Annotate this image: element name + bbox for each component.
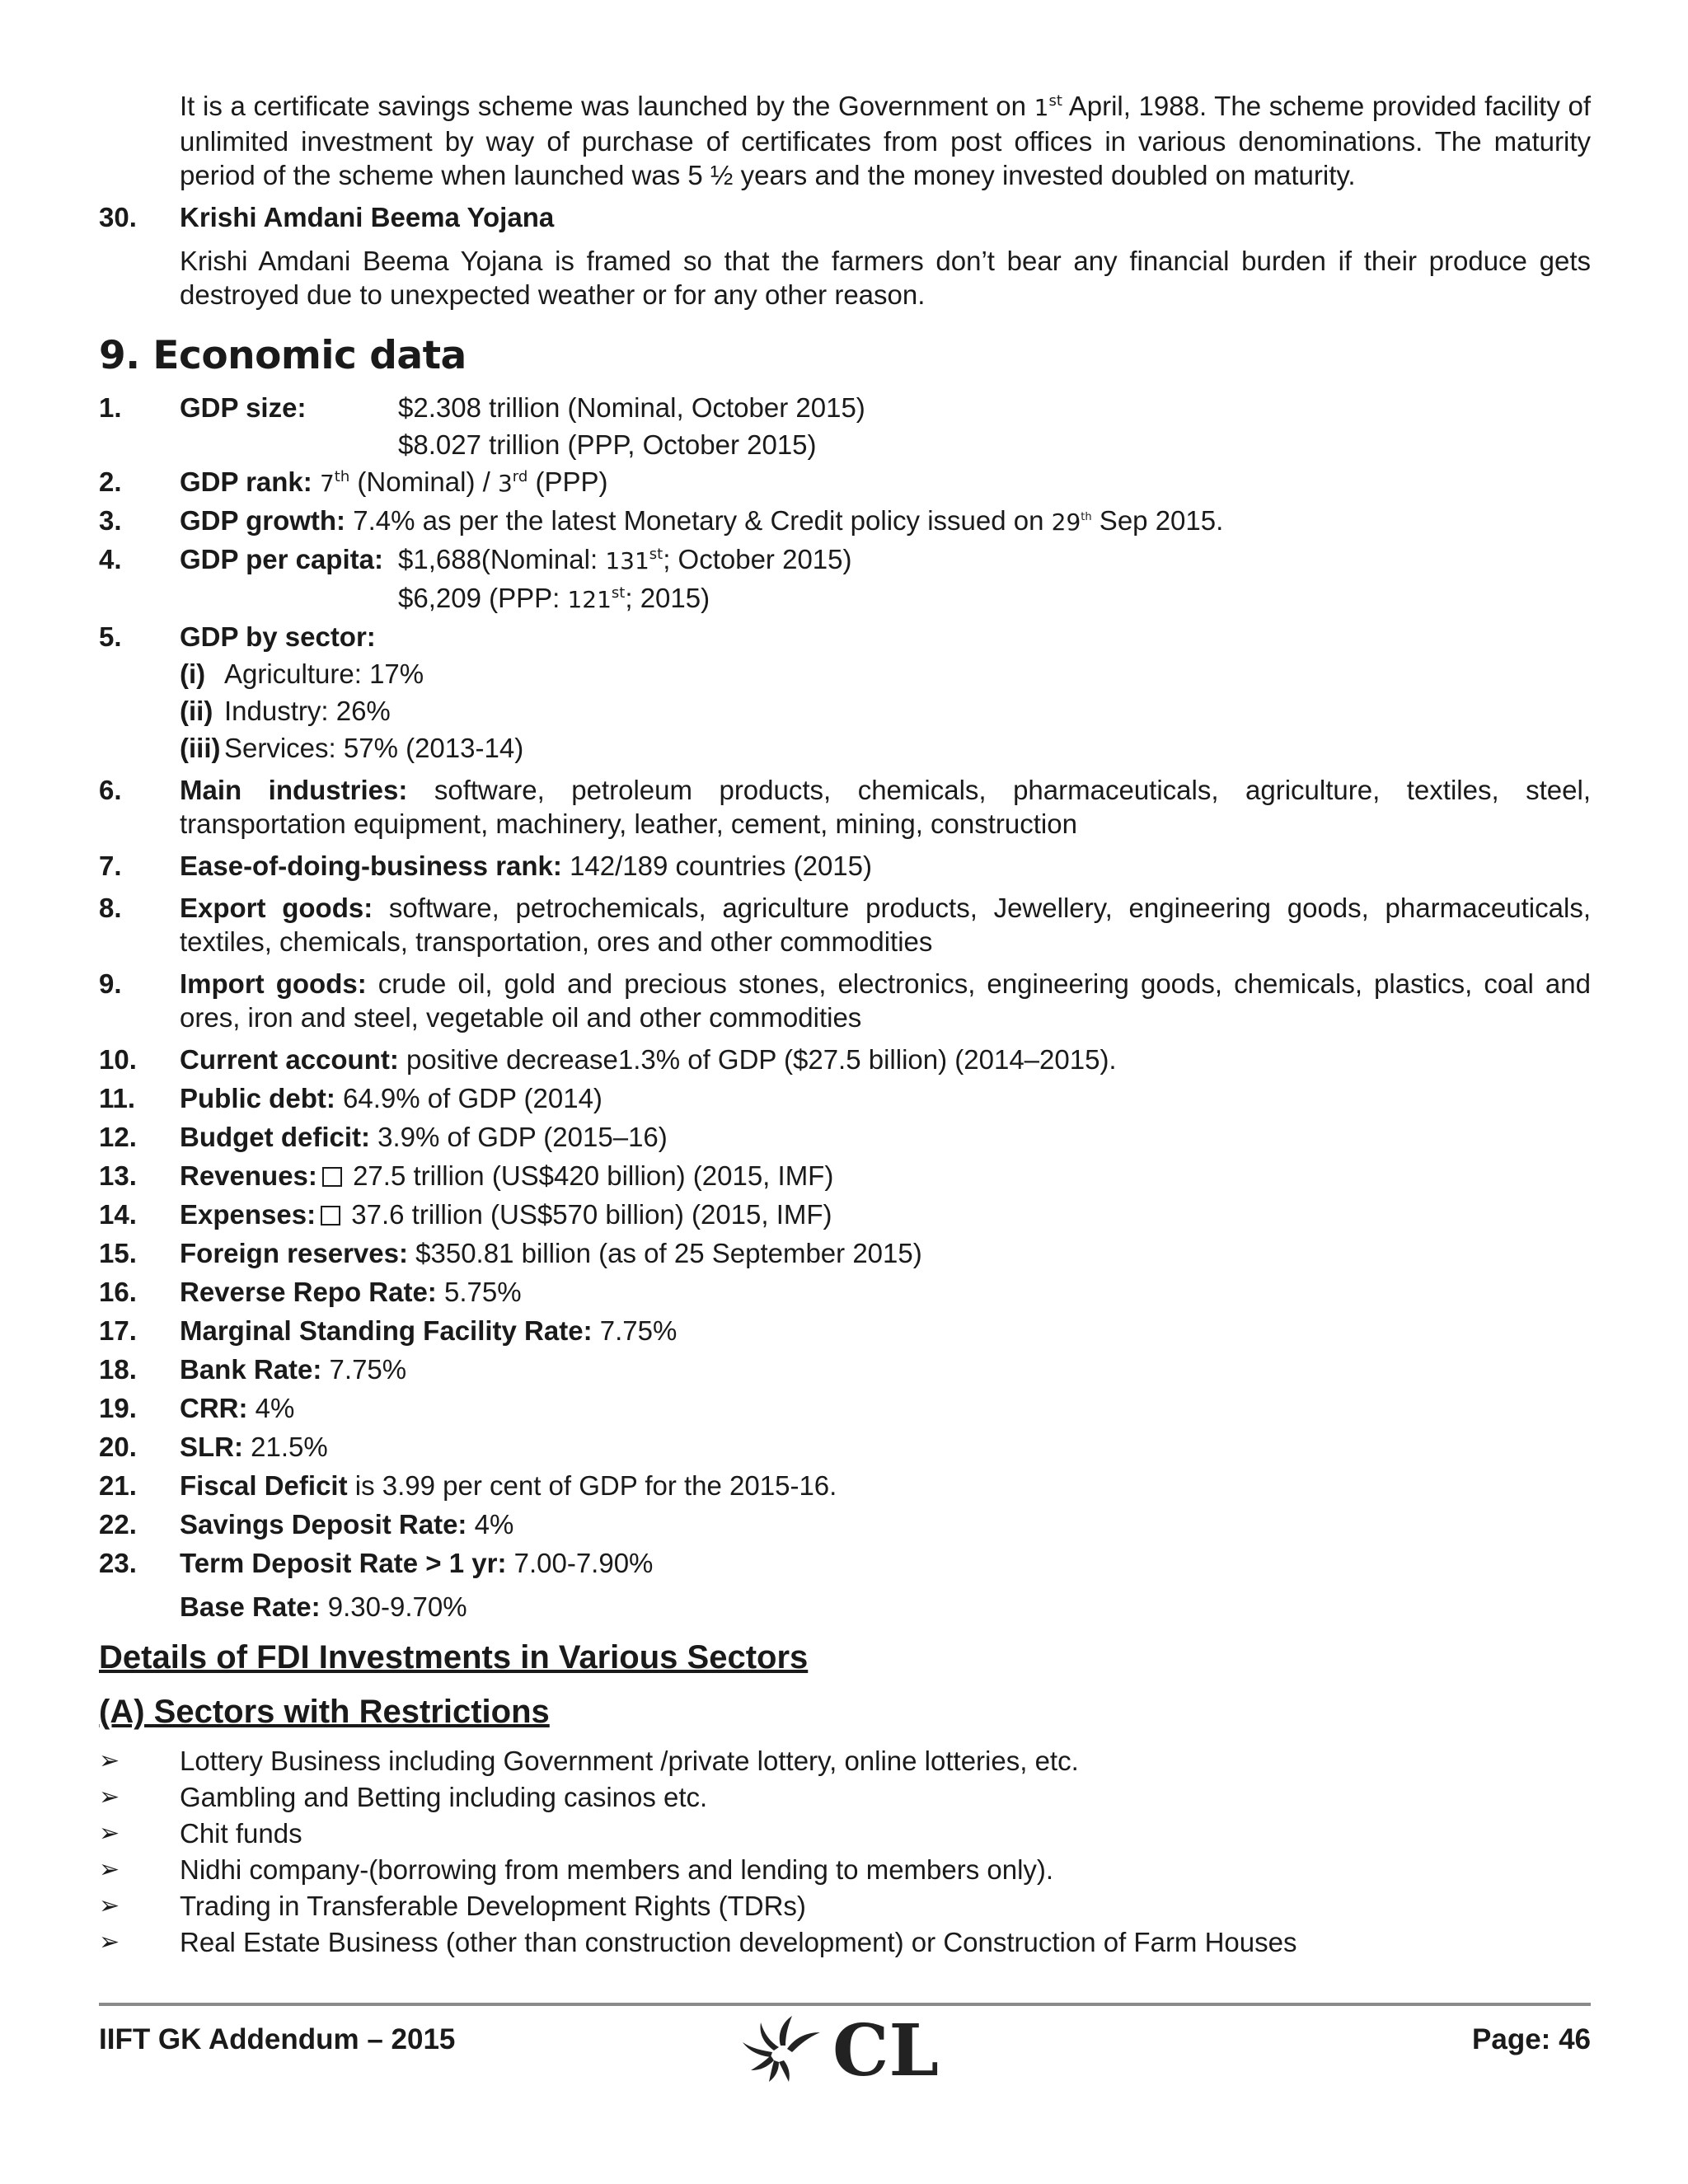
arrow-bullet-icon: ➢	[99, 1783, 120, 1811]
item-value: software, petroleum products, chemicals, pharmaceuticals, agriculture, textiles, steel, transportation equipment, machinery, leather, cement, mining, construction	[180, 775, 1591, 839]
intro-paragraph	[180, 89, 1591, 192]
item-number: 7.	[99, 851, 122, 881]
list-item	[99, 1853, 1591, 1886]
item-label: Fiscal Deficit	[180, 1470, 348, 1501]
item-value: (PPP)	[528, 466, 608, 497]
item-value: ; 2015)	[625, 583, 710, 613]
item-label: Export goods:	[180, 893, 373, 923]
item-label: Public debt:	[180, 1083, 335, 1113]
item-value: 7.75%	[321, 1354, 407, 1385]
item-value: 7.4% as per the latest Monetary & Credit policy issued on	[345, 505, 1052, 536]
item-number: 6.	[99, 775, 122, 805]
item-number: 18.	[99, 1354, 137, 1385]
list-item-text: Nidhi company-(borrowing from members and lending to members only).	[180, 1854, 1054, 1885]
restriction-list	[99, 1744, 1591, 1959]
rank-suffix: rd	[512, 468, 528, 485]
item-value: 21.5%	[243, 1432, 328, 1462]
list-item-8	[99, 891, 1591, 958]
item-label: Bank Rate:	[180, 1354, 322, 1385]
missing-rupee-glyph-icon	[322, 1167, 342, 1187]
item-label: GDP growth:	[180, 505, 346, 536]
rank-value: 3	[497, 470, 513, 497]
item-value: 37.6 trillion (US$570 billion) (2015, IMF)	[344, 1199, 832, 1230]
item-label: Import goods:	[180, 968, 367, 999]
item-value: $350.81 billion (as of 25 September 2015)	[407, 1238, 922, 1268]
list-item-9	[99, 967, 1591, 1034]
sector-number: (i)	[180, 658, 206, 689]
item-number: 8.	[99, 893, 122, 923]
list-item-22	[99, 1507, 1591, 1541]
list-item-text: Real Estate Business (other than construction development) or Construction of Farm Houses	[180, 1927, 1297, 1957]
list-item-text: Chit funds	[180, 1818, 302, 1849]
list-item	[99, 1925, 1591, 1959]
item-label: Expenses:	[180, 1199, 316, 1230]
list-item-30	[99, 200, 1591, 312]
fdi-heading: Details of FDI Investments in Various Sectors	[99, 1639, 809, 1675]
rank-suffix: th	[334, 468, 350, 485]
rank-value: 7	[319, 470, 335, 497]
item-label: Base Rate:	[180, 1591, 321, 1622]
item-label: Savings Deposit Rate:	[180, 1509, 467, 1540]
arrow-bullet-icon: ➢	[99, 1892, 120, 1919]
item-value: positive decrease1.3% of GDP ($27.5 billion) (2014–2015).	[398, 1044, 1117, 1075]
item-number: 5.	[99, 621, 122, 652]
sector-value: Industry: 26%	[224, 696, 391, 726]
intro-text-end: April, 1988. The scheme provided facility of unlimited investment by way of purchase of certificates from post offices in various denominations. The maturity period of the scheme when launched was 5 ½ years and the money invested doubled on maturity.	[180, 91, 1591, 190]
item-value: 4%	[247, 1393, 295, 1423]
item-value: $8.027 trillion (PPP, October 2015)	[398, 429, 817, 460]
list-item-15	[99, 1236, 1591, 1270]
list-item	[99, 1889, 1591, 1923]
list-item-7	[99, 849, 1591, 883]
list-item-10	[99, 1043, 1591, 1076]
item-value: 64.9% of GDP (2014)	[335, 1083, 603, 1113]
list-item-18	[99, 1352, 1591, 1386]
list-item-21	[99, 1469, 1591, 1502]
item-value: 3.9% of GDP (2015–16)	[369, 1122, 668, 1152]
sector-value: Services: 57% (2013-14)	[224, 733, 524, 763]
item-number: 21.	[99, 1470, 137, 1501]
item-value: 142/189 countries (2015)	[561, 851, 872, 881]
item-value: 9.30-9.70%	[320, 1591, 467, 1622]
item-value: Sep 2015.	[1091, 505, 1224, 536]
rank-value: 131	[605, 547, 649, 574]
item-number: 20.	[99, 1432, 137, 1462]
list-item-1	[99, 391, 1591, 462]
item-number: 2.	[99, 466, 122, 497]
section-heading: 9. Economic data	[99, 333, 467, 378]
intro-day-suffix: st	[1048, 92, 1062, 110]
item-value: 7.75%	[592, 1315, 678, 1346]
item-value: ; October 2015)	[663, 544, 852, 574]
item-number: 22.	[99, 1509, 137, 1540]
item-number: 1.	[99, 392, 122, 423]
item-label: Ease-of-doing-business rank:	[180, 851, 562, 881]
footer-divider	[99, 2003, 1591, 2006]
item-value: 4%	[467, 1509, 514, 1540]
item-number: 12.	[99, 1122, 137, 1152]
sector-row	[180, 731, 1591, 765]
item-value: is 3.99 per cent of GDP for the 2015-16.	[347, 1470, 837, 1501]
item-label: Foreign reserves:	[180, 1238, 408, 1268]
item-number: 14.	[99, 1199, 137, 1230]
list-item-4	[99, 542, 1591, 616]
item-number: 15.	[99, 1238, 137, 1268]
item-value: crude oil, gold and precious stones, electronics, engineering goods, chemicals, plastics, coal and ores, iron and steel, vegetable oil and other commodities	[180, 968, 1591, 1033]
item-label: Revenues:	[180, 1160, 317, 1191]
item-value: 5.75%	[436, 1277, 522, 1307]
sector-row	[180, 694, 1591, 728]
item-number: 10.	[99, 1044, 137, 1075]
missing-rupee-glyph-icon	[321, 1206, 340, 1226]
arrow-bullet-icon: ➢	[99, 1929, 120, 1956]
rank-suffix: st	[611, 584, 626, 602]
item-label: GDP rank:	[180, 466, 312, 497]
item-number: 30.	[99, 202, 137, 232]
item-value: $1,688(Nominal:	[398, 544, 606, 574]
sector-number: (ii)	[180, 696, 213, 726]
rank-suffix: st	[649, 546, 663, 563]
page-content	[99, 89, 1591, 1959]
item-label: Term Deposit Rate > 1 yr:	[180, 1548, 507, 1578]
item-number: 4.	[99, 544, 122, 574]
item-number: 3.	[99, 505, 122, 536]
list-item-text: Gambling and Betting including casinos etc.	[180, 1782, 708, 1812]
rank-value: 121	[567, 586, 612, 613]
list-item-12	[99, 1120, 1591, 1154]
item-label: Reverse Repo Rate:	[180, 1277, 437, 1307]
item-label: CRR:	[180, 1393, 248, 1423]
intro-text-start: It is a certificate savings scheme was launched by the Government on	[180, 91, 1034, 121]
list-item-23	[99, 1546, 1591, 1580]
sector-row	[180, 657, 1591, 691]
item-label: GDP per capita:	[180, 544, 383, 574]
list-item-text: Lottery Business including Government /private lottery, online lotteries, etc.	[180, 1746, 1079, 1776]
sector-number: (iii)	[180, 733, 221, 763]
list-item-16	[99, 1275, 1591, 1309]
restrictions-heading: (A) Sectors with Restrictions	[99, 1694, 550, 1730]
base-rate-row	[180, 1590, 1591, 1624]
list-item-17	[99, 1314, 1591, 1347]
item-number: 23.	[99, 1548, 137, 1578]
item-number: 11.	[99, 1083, 136, 1113]
item-value: $6,209 (PPP:	[398, 583, 568, 613]
item-value: 27.5 trillion (US$420 billion) (2015, IMF)	[345, 1160, 834, 1191]
item-value: software, petrochemicals, agriculture products, Jewellery, engineering goods, pharmaceuticals, textiles, chemicals, transportation, ores and other commodities	[180, 893, 1591, 957]
item-number: 16.	[99, 1277, 137, 1307]
item-label: Main industries:	[180, 775, 408, 805]
list-item-20	[99, 1430, 1591, 1464]
item-label: GDP size:	[180, 392, 307, 423]
list-item	[99, 1744, 1591, 1778]
intro-day: 1	[1034, 94, 1049, 121]
item-label: GDP by sector:	[180, 621, 376, 652]
list-item-3	[99, 504, 1591, 539]
item-value: $2.308 trillion (Nominal, October 2015)	[398, 392, 865, 423]
item-label: Current account:	[180, 1044, 399, 1075]
arrow-bullet-icon: ➢	[99, 1856, 120, 1883]
item-number: 9.	[99, 968, 122, 999]
item-number: 13.	[99, 1160, 137, 1191]
item-number: 19.	[99, 1393, 137, 1423]
item-number: 17.	[99, 1315, 137, 1346]
list-item-13	[99, 1159, 1591, 1193]
list-item	[99, 1816, 1591, 1850]
list-item	[99, 1780, 1591, 1814]
item-label: SLR:	[180, 1432, 243, 1462]
list-item-5	[99, 620, 1591, 765]
item-value: (Nominal) /	[349, 466, 498, 497]
date-day: 29	[1051, 509, 1081, 536]
list-item-19	[99, 1391, 1591, 1425]
list-item-14	[99, 1197, 1591, 1231]
item-value: 7.00-7.90%	[506, 1548, 654, 1578]
item-text: Krishi Amdani Beema Yojana is framed so that the farmers don’t bear any financial burden if their produce gets destroyed due to unexpected weather or for any other reason.	[180, 246, 1591, 310]
item-label: Marginal Standing Facility Rate:	[180, 1315, 593, 1346]
arrow-bullet-icon: ➢	[99, 1747, 120, 1774]
list-item-2	[99, 465, 1591, 500]
list-item-11	[99, 1081, 1591, 1115]
arrow-bullet-icon: ➢	[99, 1820, 120, 1847]
cl-logo-icon	[738, 2009, 952, 2083]
item-label: Budget deficit:	[180, 1122, 370, 1152]
list-item-text: Trading in Transferable Development Rights (TDRs)	[180, 1891, 806, 1921]
logo-text: CL	[832, 2009, 939, 2083]
sector-value: Agriculture: 17%	[224, 658, 424, 689]
item-title: Krishi Amdani Beema Yojana	[180, 202, 555, 232]
page-number: Page: 46	[1472, 2023, 1591, 2055]
list-item-6	[99, 773, 1591, 841]
footer-title: IIFT GK Addendum – 2015	[99, 2023, 456, 2055]
date-suffix: th	[1081, 511, 1092, 523]
